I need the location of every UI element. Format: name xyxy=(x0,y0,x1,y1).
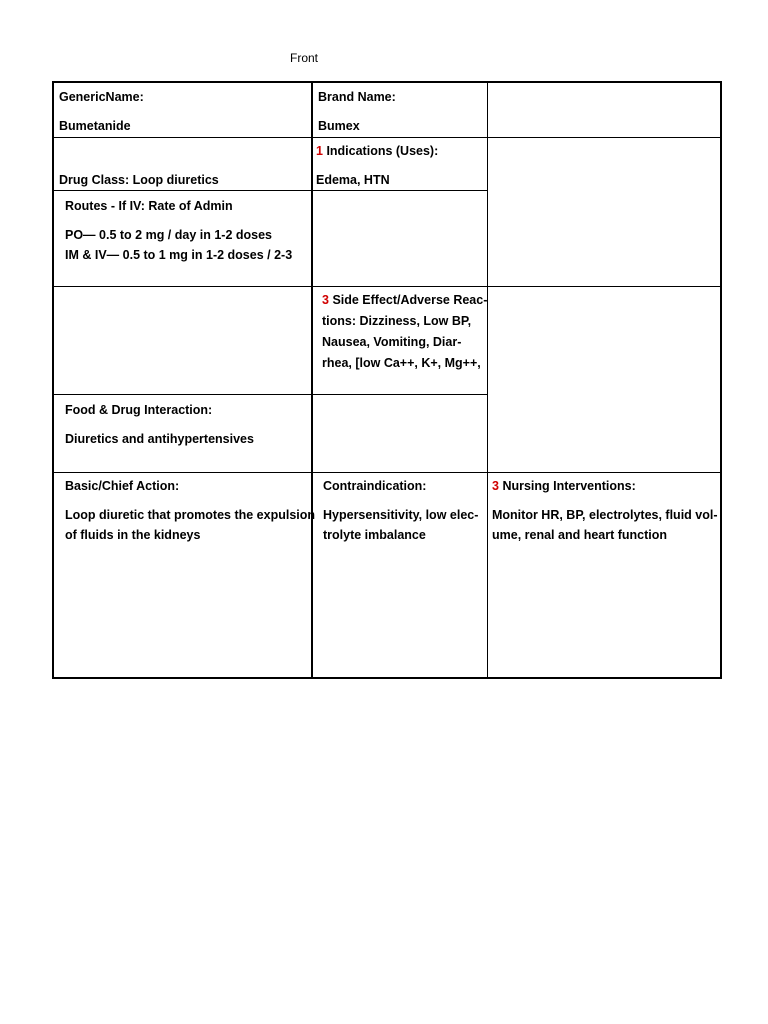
routes-line-1: PO— 0.5 to 2 mg / day in 1-2 doses xyxy=(65,228,273,242)
row-divider-3 xyxy=(54,286,720,287)
action-label: Basic/Chief Action: xyxy=(65,479,180,493)
brand-name-cell xyxy=(318,87,396,136)
routes-cell xyxy=(65,196,292,265)
interactions-label: Food & Drug Interaction: xyxy=(65,403,213,417)
row-divider-1 xyxy=(54,137,720,138)
indications-value: Edema, HTN xyxy=(316,173,390,187)
side-effects-line-4: rhea, [low Ca++, K+, Mg++, xyxy=(322,356,481,370)
row-divider-2 xyxy=(54,190,488,191)
side-effects-line-3: Nausea, Vomiting, Diar- xyxy=(322,335,462,349)
nursing-cell xyxy=(492,476,718,545)
contraindication-line-1: Hypersensitivity, low elec- xyxy=(323,508,479,522)
row-divider-5 xyxy=(54,472,720,473)
nursing-number: 3 xyxy=(492,479,499,493)
interactions-cell xyxy=(65,400,254,449)
drug-card-table xyxy=(52,81,722,679)
drug-class-text: Drug Class: Loop diuretics xyxy=(59,173,219,187)
drug-class-cell xyxy=(59,170,219,190)
generic-name-cell xyxy=(59,87,144,136)
contraindication-label: Contraindication: xyxy=(323,479,427,493)
column-divider-1 xyxy=(311,83,313,677)
contraindication-line-2: trolyte imbalance xyxy=(323,528,426,542)
brand-name-value: Bumex xyxy=(318,119,360,133)
generic-name-value: Bumetanide xyxy=(59,119,131,133)
action-cell xyxy=(65,476,315,545)
side-effects-line-1: Side Effect/Adverse Reac- xyxy=(332,293,488,307)
indications-cell xyxy=(316,141,438,190)
interactions-value: Diuretics and antihypertensives xyxy=(65,432,254,446)
row-divider-4 xyxy=(54,394,488,395)
nursing-line-1: Monitor HR, BP, electrolytes, fluid vol- xyxy=(492,508,718,522)
action-line-1: Loop diuretic that promotes the expulsion xyxy=(65,508,316,522)
side-effects-cell xyxy=(322,290,487,374)
generic-name-label: GenericName: xyxy=(59,90,144,104)
side-effects-number: 3 xyxy=(322,293,329,307)
indications-label: Indications (Uses): xyxy=(326,144,439,158)
page-side-label: Front xyxy=(290,51,319,65)
column-divider-2 xyxy=(487,83,488,677)
routes-line-2: IM & IV— 0.5 to 1 mg in 1-2 doses / 2-3 xyxy=(65,248,293,262)
nursing-label: Nursing Interventions: xyxy=(502,479,636,493)
routes-label: Routes - If IV: Rate of Admin xyxy=(65,199,233,213)
side-effects-line-2: tions: Dizziness, Low BP, xyxy=(322,314,472,328)
action-line-2: of fluids in the kidneys xyxy=(65,528,201,542)
contraindication-cell xyxy=(323,476,478,545)
brand-name-label: Brand Name: xyxy=(318,90,396,104)
nursing-line-2: ume, renal and heart function xyxy=(492,528,668,542)
indications-number: 1 xyxy=(316,144,323,158)
